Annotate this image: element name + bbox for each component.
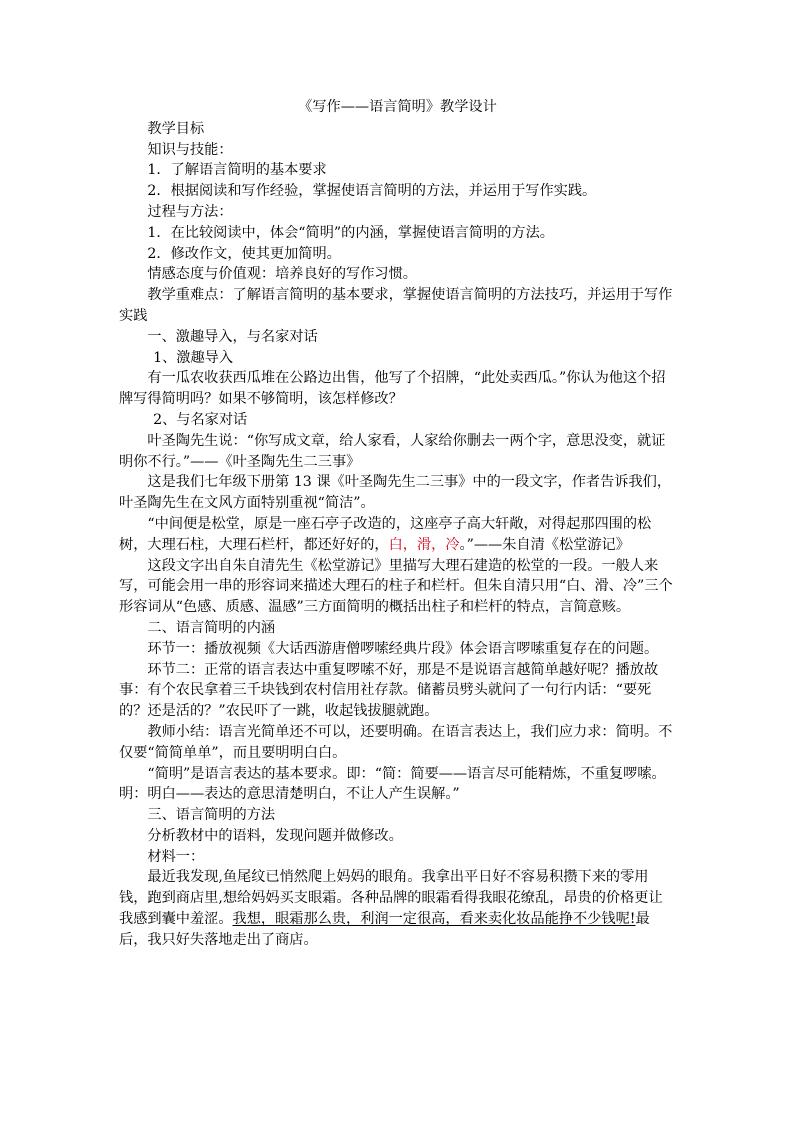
section-2-link-1: 环节一：播放视频《大话西游唐僧啰嗦经典片段》体会语言啰嗦重复存在的问题。 bbox=[147, 640, 659, 657]
quote-text-b: 。”——朱自清《松堂游记》 bbox=[459, 536, 630, 553]
teacher-summary: 教师小结：语言光简单还不可以，还要明确。在语言表达上，我们应力求：简明。不仅要“简简单单”，而且要明明白白。 bbox=[119, 723, 673, 761]
quote-highlight: 白，滑，冷 bbox=[388, 536, 460, 553]
document-body bbox=[119, 97, 676, 951]
quote-text-a: “中间便是松堂，原是一座石亭子改造的，这座亭子高大轩敞，对得起那四围的松树，大理石柱，大理石栏杆，都还好好的， bbox=[119, 515, 652, 553]
process-item-1: 1．在比较阅读中，体会“简明”的内涵，掌握使语言简明的方法。 bbox=[147, 224, 554, 241]
section-3-heading: 三、语言简明的方法 bbox=[147, 807, 276, 824]
section-1-heading: 一、激趣导入，与名家对话 bbox=[147, 328, 318, 345]
section-2-link-2: 环节二：正常的语言表达中重复啰嗦不好，那是不是说语言越简单越好呢？播放故事：有个农民拿着三千块钱到农村信用社存款。储蓄员劈头就问了一句行内话：“要死的？还是活的？”农民吓了一跳，收起钱拔腿就跑。 bbox=[119, 661, 659, 720]
material-text-b: 最后，我只好失落地走出了商店。 bbox=[119, 911, 650, 948]
definition: “简明”是语言表达的基本要求。即：“简：简要——语言尽可能精炼，不重复啰嗦。明：明白——表达的意思清楚明白，不让人产生误解。” bbox=[119, 765, 666, 803]
objectives-heading: 教学目标 bbox=[147, 120, 205, 137]
emotion-line: 情感态度与价值观：培养良好的写作习惯。 bbox=[147, 266, 417, 283]
section-2-heading: 二、语言简明的内涵 bbox=[147, 619, 276, 636]
section-3-intro: 分析教材中的语料，发现问题并做修改。 bbox=[147, 827, 403, 844]
knowledge-item-1: 1．了解语言简明的基本要求 bbox=[147, 162, 327, 179]
section-1-para-4: 这段文字出自朱自清先生《松堂游记》里描写大理石建造的松堂的一段。一般人来写，可能会用一串的形容词来描述大理石的柱子和栏杆。但朱自清只用“白、滑、冷”三个形容词从“色感、质感、温感”三方面简明的概括出柱子和栏杆的特点，言简意赅。 bbox=[119, 557, 673, 616]
knowledge-item-2: 2．根据阅读和写作经验，掌握使语言简明的方法，并运用于写作实践。 bbox=[147, 183, 597, 200]
process-heading: 过程与方法： bbox=[147, 203, 233, 220]
section-1-para-2: 叶圣陶先生说：“你写成文章，给人家看，人家给你删去一两个字，意思没变，就证明你不行。”——《叶圣陶先生二三事》 bbox=[119, 432, 666, 470]
knowledge-heading: 知识与技能： bbox=[147, 141, 233, 158]
material-text-a: 最近我发现,鱼尾纹已悄然爬上妈妈的眼角。我拿出平日好不容易积攒下来的零用钱，跑到商店里,想给妈妈买支眼霜。各种品牌的眼霜看得我眼花缭乱，昂贵的价格更让我感到囊中羞涩。 bbox=[119, 869, 663, 928]
key-points: 教学重难点：了解语言简明的基本要求，掌握使语言简明的方法技巧，并运用于写作实践 bbox=[119, 287, 673, 324]
songtang-quote bbox=[119, 514, 676, 556]
process-item-2: 2．修改作文，使其更加简明。 bbox=[147, 245, 341, 262]
material-label: 材料一： bbox=[147, 848, 205, 865]
section-1-sub-1: 1、激趣导入 bbox=[153, 349, 234, 366]
material-text bbox=[119, 867, 676, 950]
section-1-para-3: 这是我们七年级下册第 13 课《叶圣陶先生二三事》中的一段文字，作者告诉我们，叶圣陶先生在文风方面特别重视“简洁”。 bbox=[119, 474, 672, 512]
section-1-sub-2: 2、与名家对话 bbox=[153, 411, 248, 428]
material-underlined: 我想，眼霜那么贵，利润一定很高，看来卖化妆品能挣不少钱呢! bbox=[232, 911, 636, 928]
section-1-para-1: 有一瓜农收获西瓜堆在公路边出售，他写了个招牌，“此处卖西瓜。”你认为他这个招牌写得简明吗？如果不够简明，该怎样修改？ bbox=[119, 370, 666, 408]
document-title: 《写作——语言简明》教学设计 bbox=[298, 99, 497, 115]
